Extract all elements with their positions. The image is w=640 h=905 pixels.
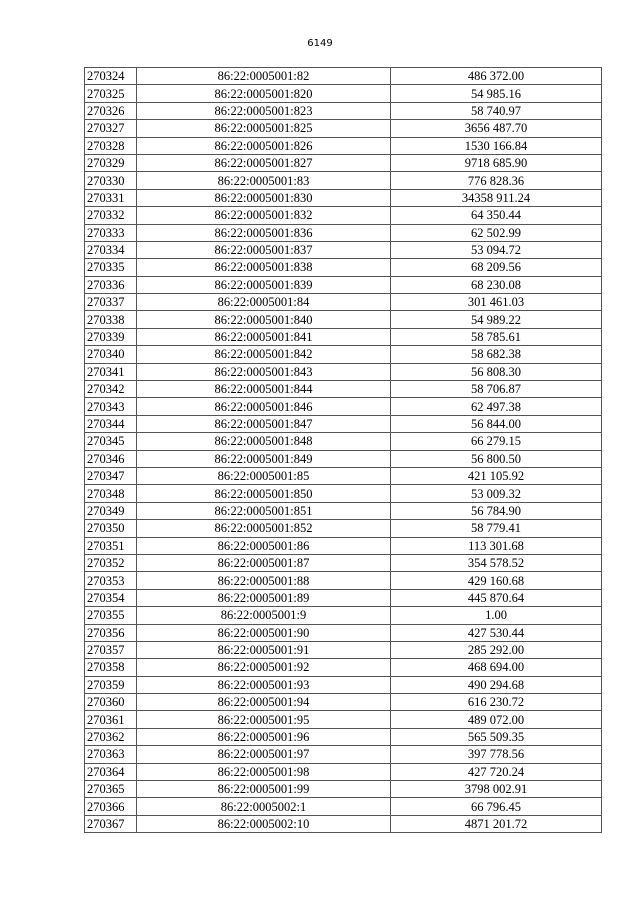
cadastral-number-cell: 86:22:0005002:1	[137, 798, 391, 815]
cadastral-value-cell: 66 796.45	[391, 798, 602, 815]
row-number-cell: 270342	[85, 381, 137, 398]
row-number-cell: 270349	[85, 502, 137, 519]
table-row	[85, 241, 602, 258]
cadastral-number-cell: 86:22:0005001:840	[137, 311, 391, 328]
table-row	[85, 224, 602, 241]
cadastral-value-cell: 776 828.36	[391, 172, 602, 189]
cadastral-number-cell: 86:22:0005001:850	[137, 485, 391, 502]
row-number-cell: 270351	[85, 537, 137, 554]
cadastral-value-cell: 9718 685.90	[391, 154, 602, 171]
table-row	[85, 502, 602, 519]
table-row	[85, 641, 602, 658]
cadastral-value-cell: 1530 166.84	[391, 137, 602, 154]
table-row	[85, 554, 602, 571]
cadastral-value-cell: 1.00	[391, 607, 602, 624]
row-number-cell: 270337	[85, 294, 137, 311]
cadastral-value-cell: 58 779.41	[391, 520, 602, 537]
table-row	[85, 85, 602, 102]
cadastral-value-cell: 62 497.38	[391, 398, 602, 415]
cadastral-number-cell: 86:22:0005001:830	[137, 189, 391, 206]
table-row	[85, 328, 602, 345]
cadastral-number-cell: 86:22:0005001:844	[137, 381, 391, 398]
cadastral-value-table	[84, 67, 602, 833]
table-row	[85, 68, 602, 85]
table-row	[85, 572, 602, 589]
row-number-cell: 270353	[85, 572, 137, 589]
cadastral-value-cell: 113 301.68	[391, 537, 602, 554]
cadastral-number-cell: 86:22:0005001:847	[137, 415, 391, 432]
cadastral-value-cell: 421 105.92	[391, 467, 602, 484]
table-row	[85, 102, 602, 119]
cadastral-value-cell: 66 279.15	[391, 433, 602, 450]
table-row	[85, 607, 602, 624]
row-number-cell: 270335	[85, 259, 137, 276]
row-number-cell: 270336	[85, 276, 137, 293]
table-row	[85, 172, 602, 189]
cadastral-number-cell: 86:22:0005001:86	[137, 537, 391, 554]
table-row	[85, 259, 602, 276]
cadastral-number-cell: 86:22:0005001:89	[137, 589, 391, 606]
cadastral-number-cell: 86:22:0005001:97	[137, 746, 391, 763]
row-number-cell: 270362	[85, 728, 137, 745]
cadastral-value-cell: 397 778.56	[391, 746, 602, 763]
row-number-cell: 270354	[85, 589, 137, 606]
row-number-cell: 270356	[85, 624, 137, 641]
cadastral-value-cell: 301 461.03	[391, 294, 602, 311]
cadastral-value-cell: 56 800.50	[391, 450, 602, 467]
table-row	[85, 294, 602, 311]
cadastral-number-cell: 86:22:0005001:823	[137, 102, 391, 119]
table-row	[85, 659, 602, 676]
cadastral-value-cell: 4871 201.72	[391, 815, 602, 832]
cadastral-value-cell: 62 502.99	[391, 224, 602, 241]
cadastral-value-cell: 54 989.22	[391, 311, 602, 328]
cadastral-number-cell: 86:22:0005001:82	[137, 68, 391, 85]
cadastral-number-cell: 86:22:0005001:839	[137, 276, 391, 293]
cadastral-value-cell: 565 509.35	[391, 728, 602, 745]
cadastral-number-cell: 86:22:0005001:849	[137, 450, 391, 467]
cadastral-number-cell: 86:22:0005001:852	[137, 520, 391, 537]
cadastral-value-cell: 354 578.52	[391, 554, 602, 571]
cadastral-value-cell: 68 230.08	[391, 276, 602, 293]
table-row	[85, 363, 602, 380]
row-number-cell: 270352	[85, 554, 137, 571]
row-number-cell: 270359	[85, 676, 137, 693]
cadastral-value-cell: 53 009.32	[391, 485, 602, 502]
row-number-cell: 270363	[85, 746, 137, 763]
cadastral-number-cell: 86:22:0005001:846	[137, 398, 391, 415]
row-number-cell: 270328	[85, 137, 137, 154]
row-number-cell: 270330	[85, 172, 137, 189]
row-number-cell: 270355	[85, 607, 137, 624]
cadastral-number-cell: 86:22:0005001:820	[137, 85, 391, 102]
row-number-cell: 270325	[85, 85, 137, 102]
cadastral-number-cell: 86:22:0005001:85	[137, 467, 391, 484]
cadastral-number-cell: 86:22:0005001:836	[137, 224, 391, 241]
cadastral-number-cell: 86:22:0005001:827	[137, 154, 391, 171]
cadastral-number-cell: 86:22:0005001:94	[137, 694, 391, 711]
row-number-cell: 270345	[85, 433, 137, 450]
cadastral-number-cell: 86:22:0005001:842	[137, 346, 391, 363]
table-row	[85, 815, 602, 832]
cadastral-number-cell: 86:22:0005001:841	[137, 328, 391, 345]
row-number-cell: 270366	[85, 798, 137, 815]
cadastral-value-cell: 285 292.00	[391, 641, 602, 658]
cadastral-value-cell: 56 844.00	[391, 415, 602, 432]
table-row	[85, 728, 602, 745]
table-row	[85, 520, 602, 537]
table-row	[85, 415, 602, 432]
table-row	[85, 746, 602, 763]
cadastral-value-cell: 58 706.87	[391, 381, 602, 398]
cadastral-number-cell: 86:22:0005001:832	[137, 207, 391, 224]
row-number-cell: 270333	[85, 224, 137, 241]
table-row	[85, 120, 602, 137]
row-number-cell: 270348	[85, 485, 137, 502]
cadastral-value-cell: 58 682.38	[391, 346, 602, 363]
cadastral-number-cell: 86:22:0005001:83	[137, 172, 391, 189]
cadastral-number-cell: 86:22:0005001:96	[137, 728, 391, 745]
cadastral-value-cell: 616 230.72	[391, 694, 602, 711]
table-row	[85, 207, 602, 224]
row-number-cell: 270350	[85, 520, 137, 537]
cadastral-value-cell: 54 985.16	[391, 85, 602, 102]
table-row	[85, 798, 602, 815]
cadastral-value-cell: 56 784.90	[391, 502, 602, 519]
cadastral-value-cell: 68 209.56	[391, 259, 602, 276]
table-row	[85, 694, 602, 711]
cadastral-number-cell: 86:22:0005001:9	[137, 607, 391, 624]
cadastral-number-cell: 86:22:0005001:91	[137, 641, 391, 658]
table-row	[85, 154, 602, 171]
cadastral-value-cell: 53 094.72	[391, 241, 602, 258]
row-number-cell: 270364	[85, 763, 137, 780]
table-row	[85, 781, 602, 798]
row-number-cell: 270357	[85, 641, 137, 658]
row-number-cell: 270340	[85, 346, 137, 363]
cadastral-number-cell: 86:22:0005001:84	[137, 294, 391, 311]
table-row	[85, 276, 602, 293]
table-row	[85, 467, 602, 484]
table-row	[85, 485, 602, 502]
cadastral-value-cell: 427 720.24	[391, 763, 602, 780]
row-number-cell: 270326	[85, 102, 137, 119]
cadastral-number-cell: 86:22:0005001:843	[137, 363, 391, 380]
cadastral-number-cell: 86:22:0005001:851	[137, 502, 391, 519]
row-number-cell: 270332	[85, 207, 137, 224]
table-row	[85, 137, 602, 154]
cadastral-value-cell: 427 530.44	[391, 624, 602, 641]
cadastral-number-cell: 86:22:0005001:837	[137, 241, 391, 258]
table-body	[85, 68, 602, 833]
row-number-cell: 270365	[85, 781, 137, 798]
cadastral-value-cell: 56 808.30	[391, 363, 602, 380]
row-number-cell: 270346	[85, 450, 137, 467]
row-number-cell: 270329	[85, 154, 137, 171]
table-row	[85, 624, 602, 641]
row-number-cell: 270358	[85, 659, 137, 676]
row-number-cell: 270347	[85, 467, 137, 484]
cadastral-number-cell: 86:22:0005001:88	[137, 572, 391, 589]
cadastral-number-cell: 86:22:0005001:87	[137, 554, 391, 571]
row-number-cell: 270324	[85, 68, 137, 85]
cadastral-number-cell: 86:22:0005001:826	[137, 137, 391, 154]
row-number-cell: 270367	[85, 815, 137, 832]
row-number-cell: 270341	[85, 363, 137, 380]
cadastral-value-cell: 34358 911.24	[391, 189, 602, 206]
table-row	[85, 311, 602, 328]
table-row	[85, 676, 602, 693]
cadastral-value-cell: 490 294.68	[391, 676, 602, 693]
cadastral-value-cell: 486 372.00	[391, 68, 602, 85]
table-row	[85, 450, 602, 467]
cadastral-value-cell: 489 072.00	[391, 711, 602, 728]
cadastral-value-cell: 58 740.97	[391, 102, 602, 119]
cadastral-value-cell: 445 870.64	[391, 589, 602, 606]
table-row	[85, 711, 602, 728]
table-row	[85, 189, 602, 206]
cadastral-number-cell: 86:22:0005001:92	[137, 659, 391, 676]
cadastral-number-cell: 86:22:0005001:90	[137, 624, 391, 641]
row-number-cell: 270360	[85, 694, 137, 711]
row-number-cell: 270344	[85, 415, 137, 432]
row-number-cell: 270343	[85, 398, 137, 415]
table-row	[85, 346, 602, 363]
table-row	[85, 589, 602, 606]
table-row	[85, 763, 602, 780]
row-number-cell: 270334	[85, 241, 137, 258]
cadastral-number-cell: 86:22:0005002:10	[137, 815, 391, 832]
cadastral-value-cell: 429 160.68	[391, 572, 602, 589]
cadastral-value-cell: 468 694.00	[391, 659, 602, 676]
cadastral-value-cell: 3798 002.91	[391, 781, 602, 798]
cadastral-number-cell: 86:22:0005001:825	[137, 120, 391, 137]
row-number-cell: 270327	[85, 120, 137, 137]
cadastral-number-cell: 86:22:0005001:98	[137, 763, 391, 780]
row-number-cell: 270331	[85, 189, 137, 206]
row-number-cell: 270361	[85, 711, 137, 728]
cadastral-number-cell: 86:22:0005001:838	[137, 259, 391, 276]
table-row	[85, 381, 602, 398]
page-number: 6149	[307, 38, 333, 49]
table-row	[85, 398, 602, 415]
cadastral-number-cell: 86:22:0005001:93	[137, 676, 391, 693]
row-number-cell: 270339	[85, 328, 137, 345]
cadastral-number-cell: 86:22:0005001:95	[137, 711, 391, 728]
row-number-cell: 270338	[85, 311, 137, 328]
cadastral-value-cell: 58 785.61	[391, 328, 602, 345]
table-row	[85, 433, 602, 450]
cadastral-number-cell: 86:22:0005001:99	[137, 781, 391, 798]
table-row	[85, 537, 602, 554]
cadastral-number-cell: 86:22:0005001:848	[137, 433, 391, 450]
cadastral-value-cell: 3656 487.70	[391, 120, 602, 137]
cadastral-value-cell: 64 350.44	[391, 207, 602, 224]
